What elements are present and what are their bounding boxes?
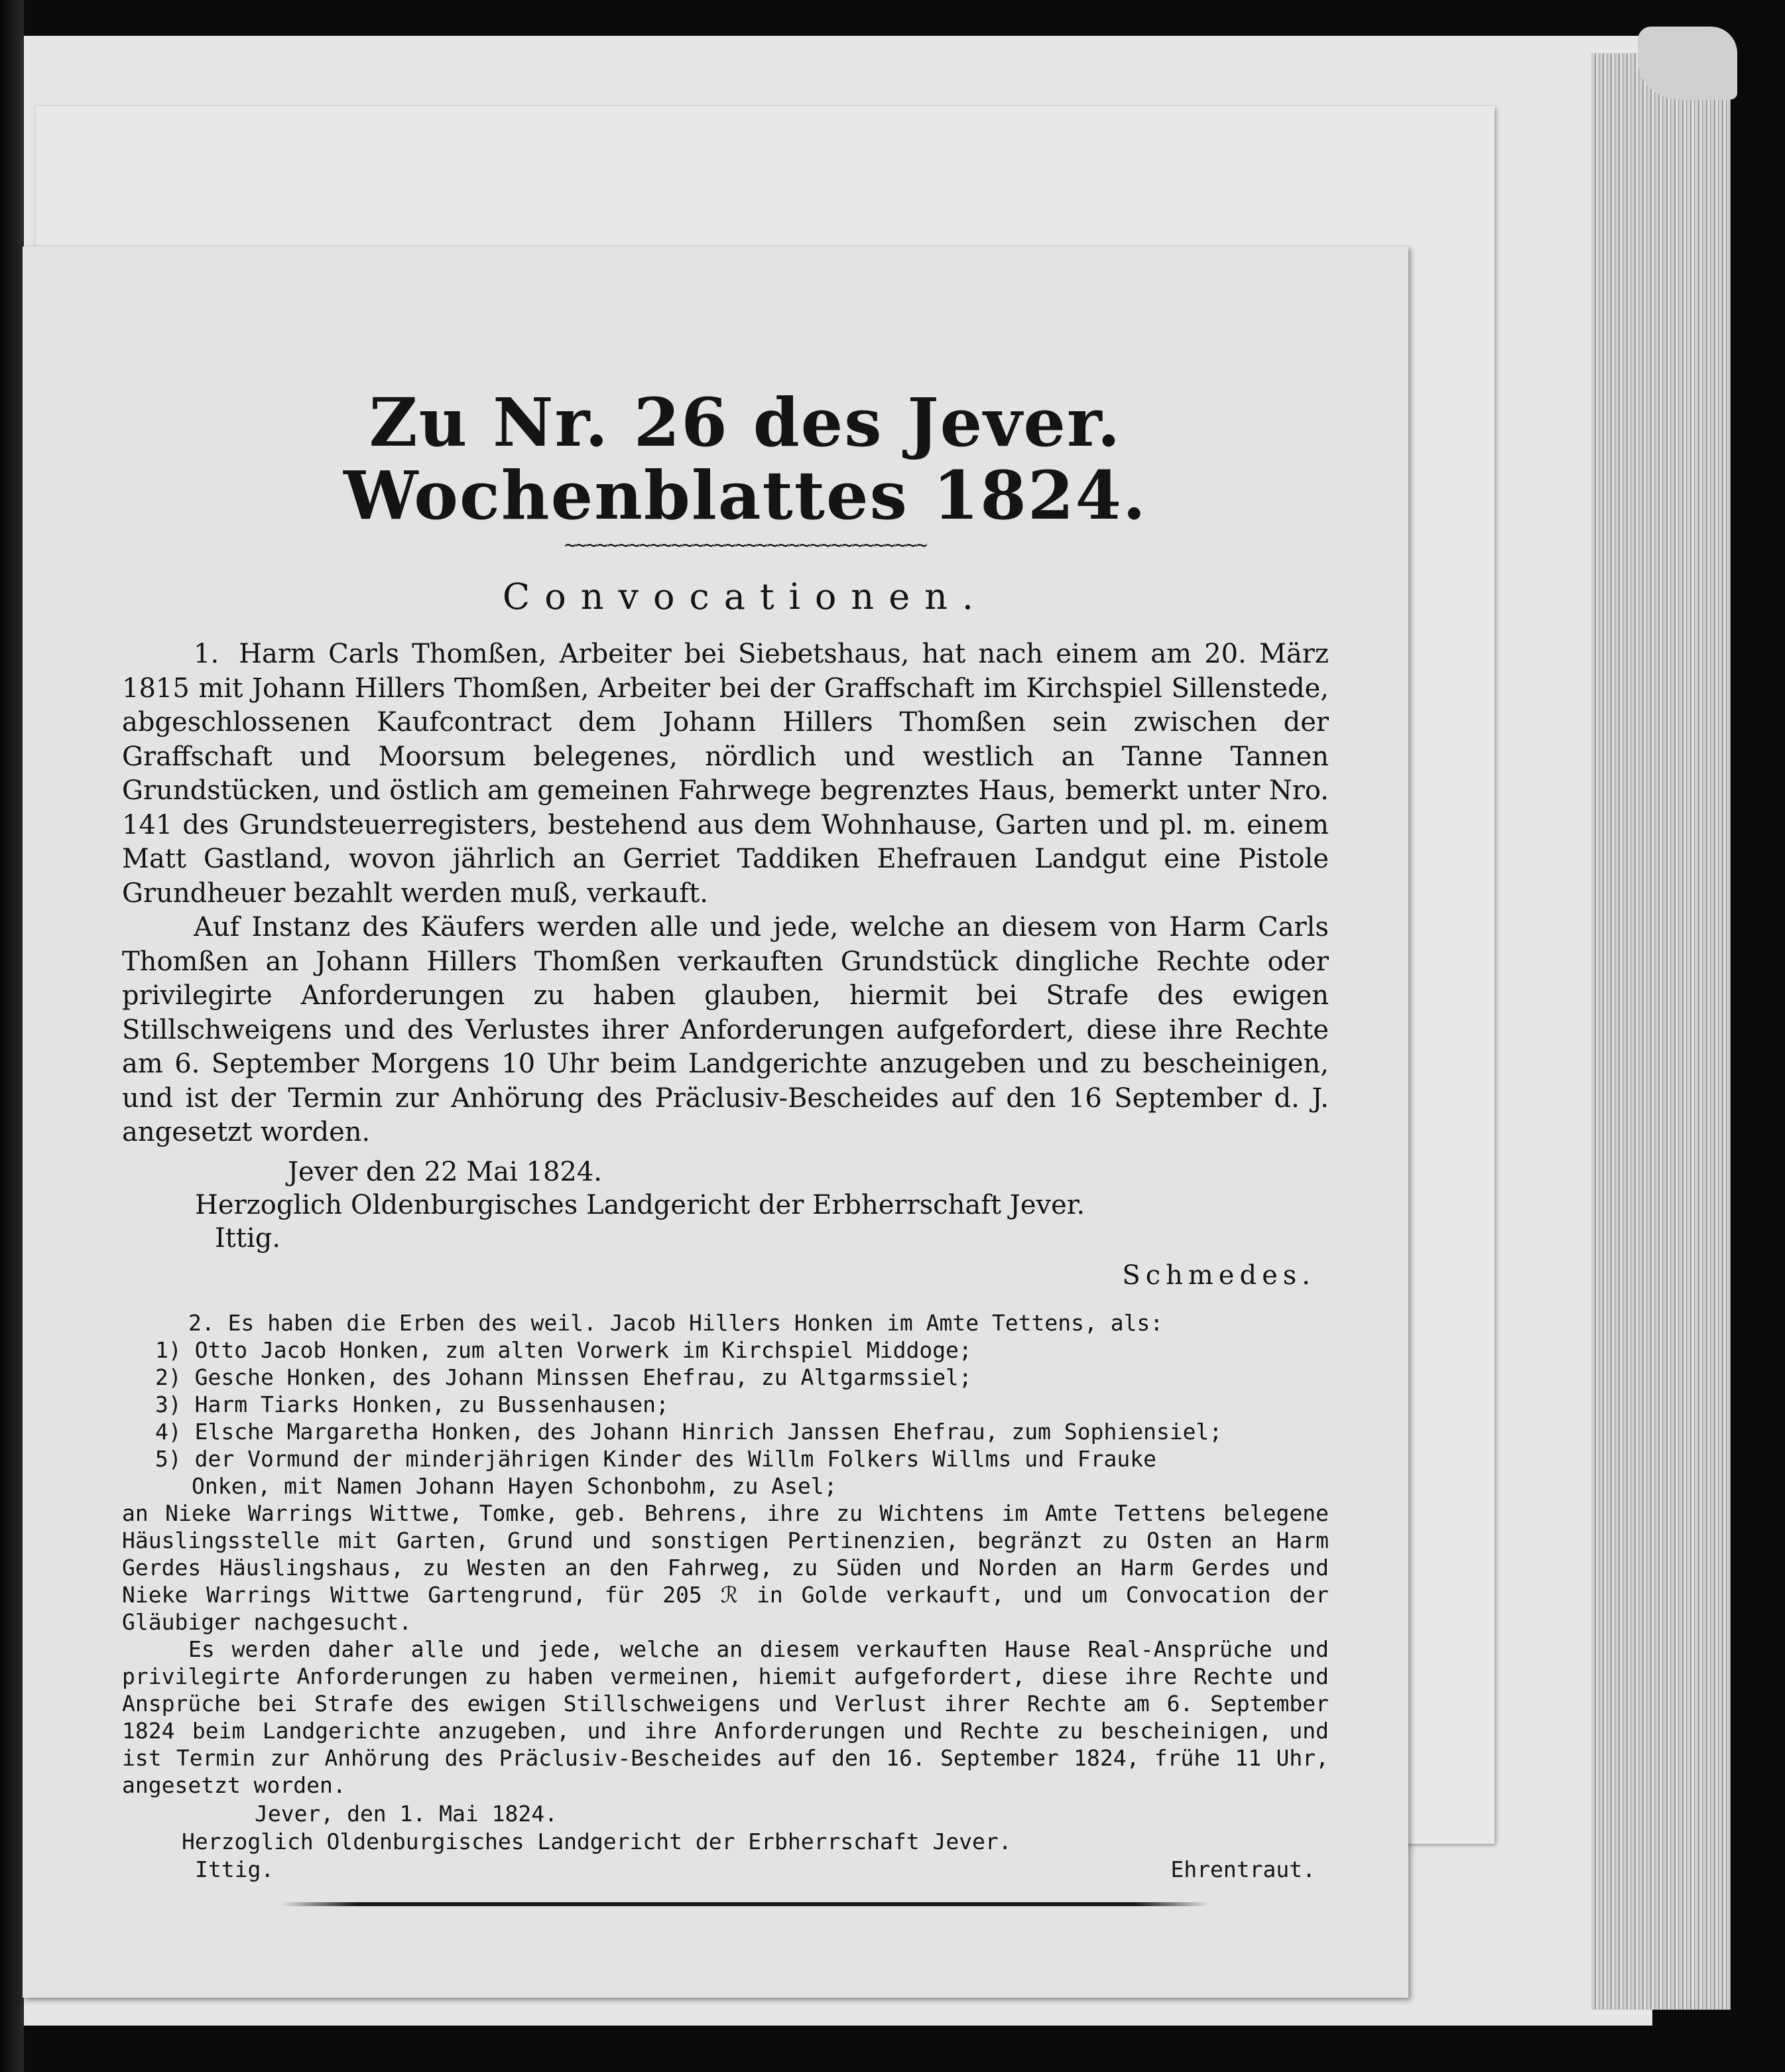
heir-5-continued: Onken, mit Namen Johann Hayen Schonbohm, zu Asel; [192, 1472, 837, 1499]
book-binding [0, 0, 24, 2072]
page-edges [1591, 53, 1731, 2010]
entry-1-signer-right: Schmedes. [1122, 1260, 1316, 1291]
entry-2-signer-left: Ittig. [195, 1856, 275, 1882]
convocation-entry-1 [122, 637, 1329, 1150]
entry-1-paragraph-2: Auf Instanz des Käufers werden alle und jede, welche an diesem von Harm Carls Thomßen an Johann Hillers Thomßen verkauften Grundstück dingliche Rechte oder privilegirte Anforderungen zu haben glauben, hiermit bei Strafe des ewigen Stillschweigens und des Verlustes ihrer Anforderungen aufgefordert, diese ihre Rechte am 6. September Morgens 10 Uhr beim Landgerichte anzugeben und zu bescheinigen, und ist der Termin zur Anhörung des Präclusiv-Bescheides auf den 16 September d. J. angesetzt worden. [122, 912, 1329, 1147]
entry-2-court: Herzoglich Oldenburgisches Landgericht der Erbherrschaft Jever. [182, 1828, 1012, 1854]
entry-1-place-date: Jever den 22 Mai 1824. [288, 1156, 603, 1187]
entry-1-court: Herzoglich Oldenburgisches Landgericht der Erbherrschaft Jever. [195, 1189, 1085, 1220]
section-title: Convocationen. [502, 576, 989, 617]
heir-1: 1) Otto Jacob Honken, zum alten Vorwerk im Kirchspiel Middoge; [155, 1336, 972, 1363]
heir-2: 2) Gesche Honken, des Johann Minssen Ehefrau, zu Altgarmssiel; [155, 1364, 972, 1390]
heir-5: 5) der Vormund der minderjährigen Kinder des Willm Folkers Willms und Frauke [155, 1445, 1156, 1472]
entry-2-signatures [195, 1856, 1316, 1884]
convocation-entry-2 [122, 1309, 1329, 1799]
entry-2-place-date: Jever, den 1. Mai 1824. [255, 1800, 558, 1827]
page-corner [1638, 27, 1737, 99]
entry-1-text: Harm Carls Thomßen, Arbeiter bei Siebetshaus, hat nach einem am 20. März 1815 mit Johann Hillers Thomßen, Arbeiter bei der Graffschaft im Kirchspiel Sillenstede, abgeschlossenen Kaufcontract dem Johann Hillers Thomßen sein zwischen der Graffschaft und Moorsum belegenes, nördlich und westlich an Tanne Tannen Grundstücken, und östlich am gemeinen Fahrwege begrenztes Haus, bemerkt unter Nro. 141 des Grundsteuerregisters, bestehend aus dem Wohnhause, Garten und pl. m. einem Matt Gastland, wovon jährlich an Gerriet Taddiken Ehefrauen Landgut eine Pistole Grundheuer bezahlt werden muß, verkauft. [122, 639, 1329, 909]
entry-2-paragraph-2: Es werden daher alle und jede, welche an diesem verkauften Hause Real-Ansprüche und privilegirte Anforderungen zu haben vermeinen, hiemit aufgefordert, diese ihre Rechte und Ansprüche bei Strafe des ewigen Stillschweigens und Verlust ihrer Rechte am 6. September 1824 beim Landgerichte anzugeben, und ihre Anforderungen und Rechte zu bescheinigen, und ist Termin zur Anhörung des Präclusiv-Bescheides auf den 16. September 1824, frühe 11 Uhr, angesetzt worden. [122, 1636, 1329, 1798]
heir-3: 3) Harm Tiarks Honken, zu Bussenhausen; [155, 1391, 669, 1417]
entry-1-signer-left: Ittig. [215, 1222, 281, 1254]
entry-2-signer-right: Ehrentraut. [1170, 1856, 1316, 1882]
masthead-title: Zu Nr. 26 des Jever. Wochenblattes 1824. [343, 383, 1147, 535]
heir-4: 4) Elsche Margaretha Honken, des Johann Hinrich Janssen Ehefrau, zum Sophiensiel; [155, 1418, 1223, 1445]
closing-rule [281, 1902, 1209, 1906]
entry-1-paragraph-1 [122, 637, 1329, 911]
ornamental-rule: ~~~~~~~~~~~~~~~~~~~~~~~~~~~~~~~~~~ [564, 534, 927, 557]
entry-number: 1. [194, 639, 219, 669]
entry-2-intro: 2. Es haben die Erben des weil. Jacob Hillers Honken im Amte Tettens, als: [188, 1309, 1164, 1336]
newspaper-supplement-sheet [23, 247, 1408, 1998]
entry-2-body: an Nieke Warrings Wittwe, Tomke, geb. Behrens, ihre zu Wichtens im Amte Tettens belegene Häuslingsstelle mit Garten, Grund und sonstigen Pertinenzien, begränzt zu Osten an Harm Gerdes Häuslingshaus, zu Westen an den Fahrweg, zu Süden und Norden an Harm Gerdes und Nieke Warrings Wittwe Gartengrund, für 205 ℛ in Golde verkauft, und um Convocation der Gläubiger nachgesucht. [122, 1500, 1329, 1635]
